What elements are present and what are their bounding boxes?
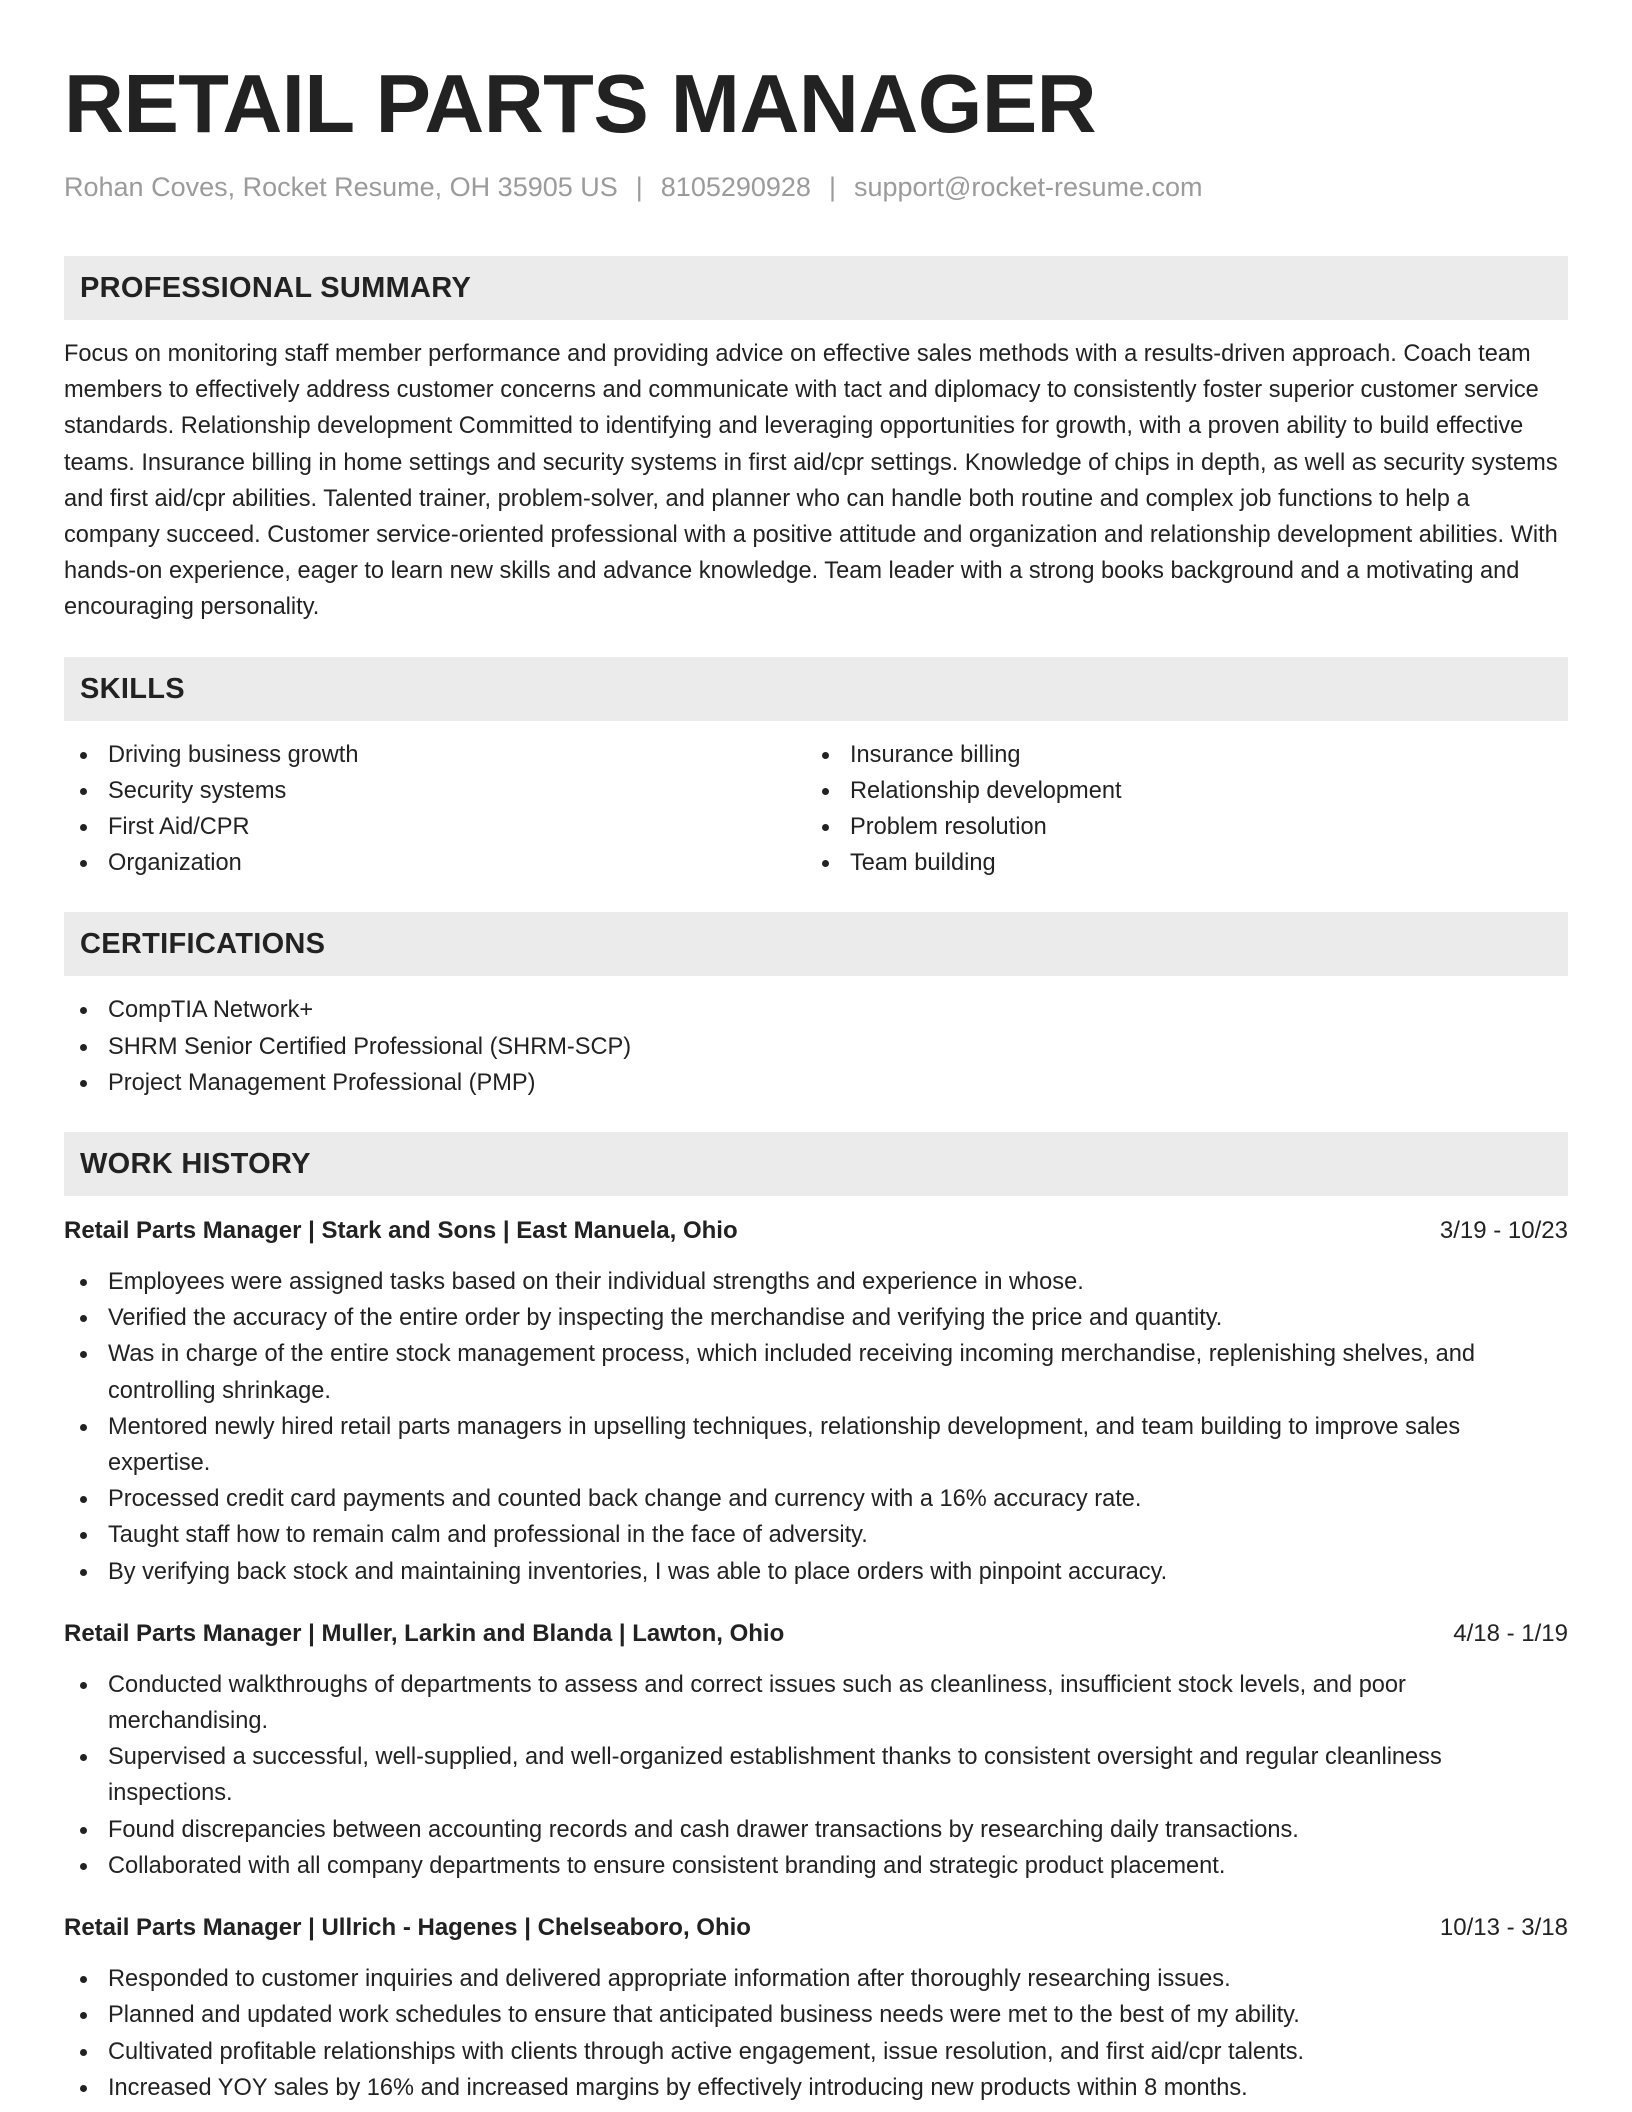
skills-column-left — [64, 737, 806, 882]
skill-item: Security systems — [64, 773, 806, 809]
contact-address: Rohan Coves, Rocket Resume, OH 35905 US — [64, 172, 618, 202]
job-bullets — [64, 1961, 1568, 2106]
section-heading-work-history: WORK HISTORY — [64, 1132, 1568, 1196]
resume-title: RETAIL PARTS MANAGER — [64, 57, 1097, 150]
certification-item: CompTIA Network+ — [64, 992, 1568, 1028]
certification-item: Project Management Professional (PMP) — [64, 1065, 1568, 1101]
contact-phone: 8105290928 — [660, 172, 811, 202]
contact-line — [64, 170, 1568, 204]
job-dates: 10/13 - 3/18 — [1439, 1914, 1568, 1942]
job-bullets — [64, 1264, 1568, 1590]
job-bullet: By verifying back stock and maintaining inventories, I was able to place orders with pinpoint accuracy. — [64, 1554, 1568, 1590]
job-bullet: Increased YOY sales by 16% and increased margins by effectively introducing new products within 8 months. — [64, 2070, 1568, 2106]
job-title: Retail Parts Manager | Ullrich - Hagenes | Chelseaboro, Ohio — [64, 1914, 751, 1942]
job-entry — [64, 1617, 1568, 1884]
job-bullet: Planned and updated work schedules to ensure that anticipated business needs were met to the best of my ability. — [64, 1997, 1568, 2033]
job-bullet: Verified the accuracy of the entire order by inspecting the merchandise and verifying the price and quantity. — [64, 1300, 1568, 1336]
skill-item: Team building — [806, 845, 1548, 881]
skill-item: Relationship development — [806, 773, 1548, 809]
section-heading-skills: SKILLS — [64, 657, 1568, 721]
skill-item: Driving business growth — [64, 737, 806, 773]
section-heading-certifications: CERTIFICATIONS — [64, 912, 1568, 976]
skills-column-right — [806, 737, 1548, 882]
job-bullet: Taught staff how to remain calm and professional in the face of adversity. — [64, 1517, 1568, 1553]
job-dates: 4/18 - 1/19 — [1453, 1619, 1568, 1647]
job-dates: 3/19 - 10/23 — [1439, 1217, 1568, 1245]
contact-separator: | — [635, 172, 643, 202]
section-heading-summary: PROFESSIONAL SUMMARY — [64, 256, 1568, 320]
job-bullets — [64, 1667, 1568, 1884]
job-bullet: Collaborated with all company departments to ensure consistent branding and strategic product placement. — [64, 1848, 1568, 1884]
job-bullet: Found discrepancies between accounting records and cash drawer transactions by researching daily transactions. — [64, 1812, 1568, 1848]
job-bullet: Conducted walkthroughs of departments to assess and correct issues such as cleanliness, insufficient stock levels, and poor merchandising. — [64, 1667, 1568, 1739]
summary-text: Focus on monitoring staff member performance and providing advice on effective sales methods with a results-driven approach. Coach team members to effectively address customer concerns and communicate with tact and diplomacy to consistently foster superior customer service standards. Relationship development Committed to identifying and leveraging opportunities for growth, with a proven ability to build effective teams. Insurance billing in home settings and security systems in first aid/cpr settings. Knowledge of chips in depth, as well as security systems and first aid/cpr abilities. Talented trainer, problem-solver, and planner who can handle both routine and complex job functions to help a company succeed. Customer service-oriented professional with a positive attitude and organization and relationship development abilities. With hands-on experience, eager to learn new skills and advance knowledge. Team leader with a strong books background and a motivating and encouraging personality. — [64, 341, 1558, 621]
job-header — [64, 1617, 1568, 1651]
job-header — [64, 1911, 1568, 1945]
job-bullet: Responded to customer inquiries and delivered appropriate information after thoroughly researching issues. — [64, 1961, 1568, 1997]
job-bullet: Supervised a successful, well-supplied, and well-organized establishment thanks to consistent oversight and regular cleanliness inspections. — [64, 1739, 1568, 1811]
contact-separator: | — [828, 172, 836, 202]
skill-item: Insurance billing — [806, 737, 1548, 773]
skills-list — [64, 737, 1568, 882]
job-header — [64, 1214, 1568, 1248]
certifications-list — [64, 992, 1568, 1101]
job-bullet: Mentored newly hired retail parts managers in upselling techniques, relationship development, and team building to improve sales expertise. — [64, 1409, 1568, 1481]
job-bullet: Was in charge of the entire stock management process, which included receiving incoming merchandise, replenishing shelves, and controlling shrinkage. — [64, 1336, 1568, 1408]
skill-item: Problem resolution — [806, 809, 1548, 845]
job-title: Retail Parts Manager | Stark and Sons | East Manuela, Ohio — [64, 1217, 738, 1245]
skill-item: Organization — [64, 845, 806, 881]
job-entry — [64, 1911, 1568, 2106]
certification-item: SHRM Senior Certified Professional (SHRM-SCP) — [64, 1029, 1568, 1065]
job-entry — [64, 1214, 1568, 1590]
contact-email: support@rocket-resume.com — [853, 172, 1203, 202]
job-bullet: Processed credit card payments and counted back change and currency with a 16% accuracy rate. — [64, 1481, 1568, 1517]
skill-item: First Aid/CPR — [64, 809, 806, 845]
job-bullet: Cultivated profitable relationships with clients through active engagement, issue resolution, and first aid/cpr talents. — [64, 2034, 1568, 2070]
job-title: Retail Parts Manager | Muller, Larkin and Blanda | Lawton, Ohio — [64, 1619, 785, 1647]
job-bullet: Employees were assigned tasks based on their individual strengths and experience in whose. — [64, 1264, 1568, 1300]
